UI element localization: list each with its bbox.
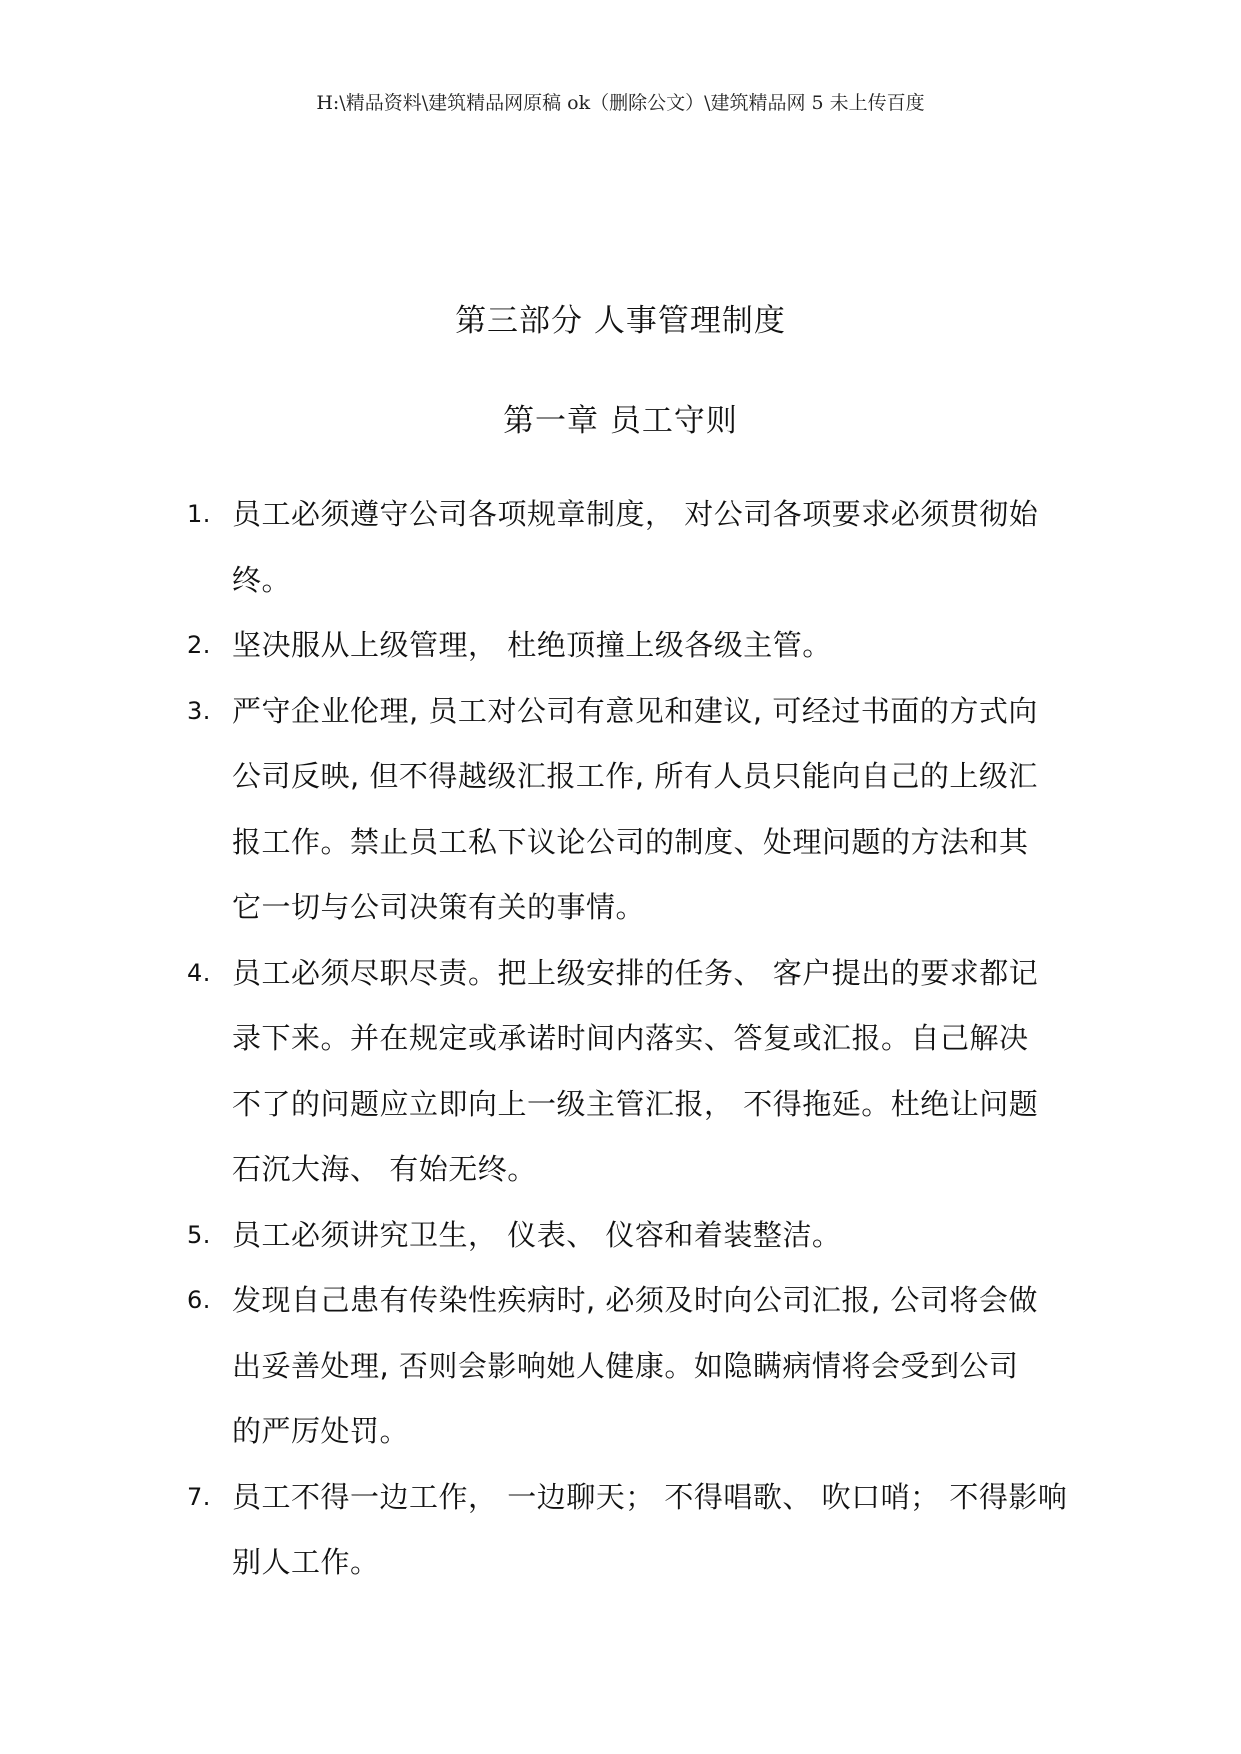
rule-line: 员工必须尽职尽责。把上级安排的任务、 客户提出的要求都记 (232, 955, 1039, 990)
rule-number: 6. (187, 1286, 211, 1314)
rule-item-1 (187, 482, 1077, 613)
rule-line: 别人工作。 (232, 1545, 380, 1579)
rule-line: 报工作。禁止员工私下议论公司的制度、处理问题的方法和其 (232, 824, 1029, 859)
rule-number: 1. (187, 500, 211, 528)
chapter-title: 第一章 员工守则 (503, 403, 738, 439)
rule-line: 终。 (232, 562, 292, 597)
rules-list (187, 482, 1077, 1596)
rule-line: 员工不得一边工作， 一边聊天； 不得唱歌、 吹口哨； 不得影响 (232, 1479, 1068, 1514)
rule-number: 7. (187, 1482, 211, 1511)
rule-number: 3. (187, 696, 211, 725)
rule-line: 员工必须讲究卫生， 仪表、 仪容和着装整洁。 (232, 1217, 842, 1252)
rule-line: 录下来。并在规定或承诺时间内落实、答复或汇报。自己解决 (232, 1021, 1029, 1055)
part-title: 第三部分 人事管理制度 (455, 303, 786, 339)
rule-line: 坚决服从上级管理， 杜绝顶撞上级各级主管。 (232, 628, 832, 662)
rule-number: 4. (187, 958, 211, 987)
rule-item-2 (187, 613, 1077, 679)
rule-item-6 (187, 1268, 1077, 1465)
rule-line: 发现自己患有传染性疾病时, 必须及时向公司汇报, 公司将会做 (232, 1283, 1038, 1317)
header-file-path: H:\精品资料\建筑精品网原稿 ok（删除公文）\建筑精品网 5 未上传百度 (316, 92, 925, 114)
rule-line: 它一切与公司决策有关的事情。 (232, 890, 646, 924)
rule-line: 的严厉处罚。 (232, 1414, 410, 1448)
rule-line: 严守企业伦理, 员工对公司有意见和建议, 可经过书面的方式向 (232, 693, 1038, 728)
rule-line: 公司反映, 但不得越级汇报工作, 所有人员只能向自己的上级汇 (232, 759, 1038, 793)
rule-item-5 (187, 1203, 1077, 1269)
rule-number: 2. (187, 631, 211, 659)
rule-line: 不了的问题应立即向上一级主管汇报， 不得拖延。杜绝让问题 (232, 1086, 1039, 1121)
rule-number: 5. (187, 1220, 211, 1249)
rule-line: 石沉大海、 有始无终。 (232, 1152, 537, 1186)
rule-line: 出妥善处理, 否则会影响她人健康。如隐瞒病情将会受到公司 (232, 1348, 1019, 1383)
rule-item-7 (187, 1465, 1077, 1596)
rule-item-3 (187, 679, 1077, 941)
rule-line: 员工必须遵守公司各项规章制度， 对公司各项要求必须贯彻始 (232, 497, 1039, 531)
rule-item-4 (187, 941, 1077, 1203)
